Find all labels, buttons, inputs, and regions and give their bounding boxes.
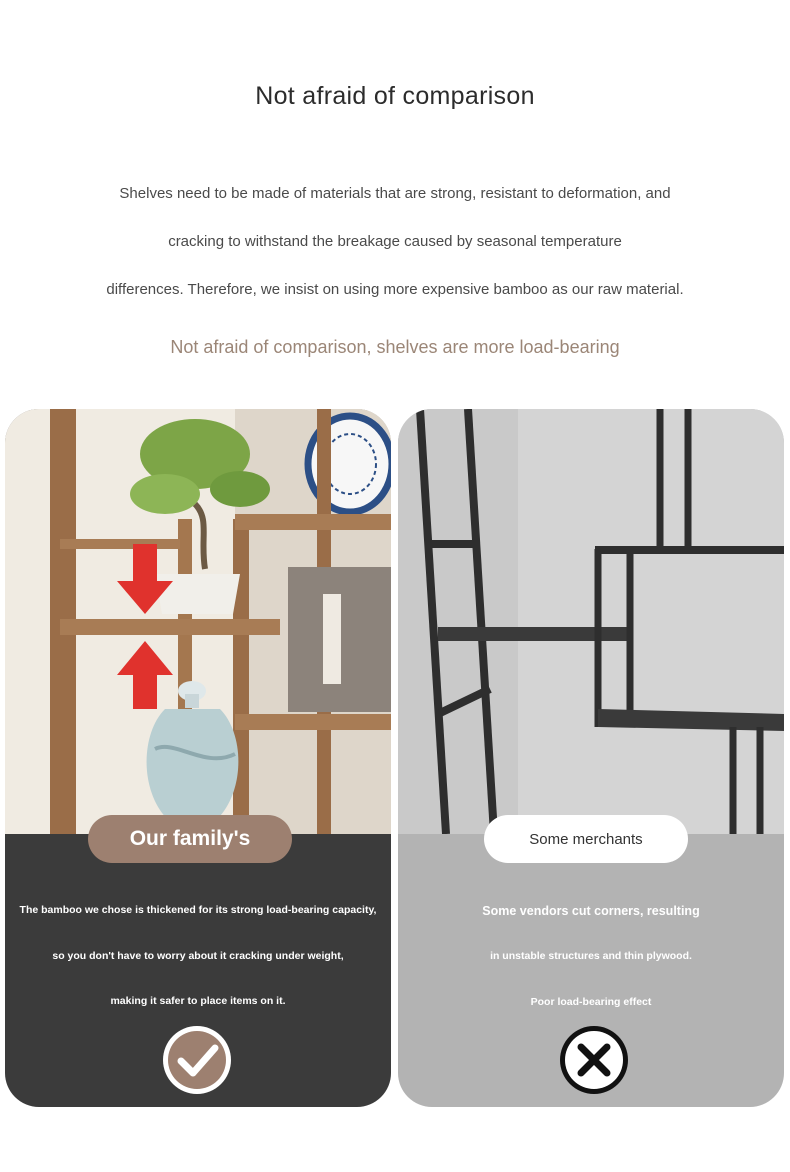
description-line-1: Shelves need to be made of materials that are strong, resistant to deformation, and bbox=[119, 185, 671, 202]
merchants-line-1: Some vendors cut corners, resulting bbox=[482, 904, 700, 918]
merchants-line-2: in unstable structures and thin plywood. bbox=[490, 950, 692, 962]
metal-shelf-photo bbox=[398, 409, 784, 834]
tagline: Not afraid of comparison, shelves are more load-bearing bbox=[170, 337, 620, 357]
our-family-label: Our family's bbox=[88, 815, 292, 863]
our-family-line-3: making it safer to place items on it. bbox=[110, 995, 286, 1007]
checkmark-icon bbox=[162, 1025, 232, 1095]
description-line-2: cracking to withstand the breakage caused by seasonal temperature bbox=[168, 233, 622, 250]
page-title: Not afraid of comparison bbox=[255, 82, 535, 110]
our-family-line-2: so you don't have to worry about it cracking under weight, bbox=[52, 950, 344, 962]
our-product-card bbox=[5, 409, 391, 1107]
our-family-line-1: The bamboo we chose is thickened for its strong load-bearing capacity, bbox=[19, 904, 377, 916]
cross-icon bbox=[559, 1025, 629, 1095]
description-line-3: differences. Therefore, we insist on using more expensive bamboo as our raw material. bbox=[106, 281, 684, 298]
merchants-line-3: Poor load-bearing effect bbox=[530, 996, 652, 1008]
some-merchants-label: Some merchants bbox=[484, 815, 688, 863]
other-merchants-card bbox=[398, 409, 784, 1107]
bamboo-shelf-photo bbox=[5, 409, 391, 834]
